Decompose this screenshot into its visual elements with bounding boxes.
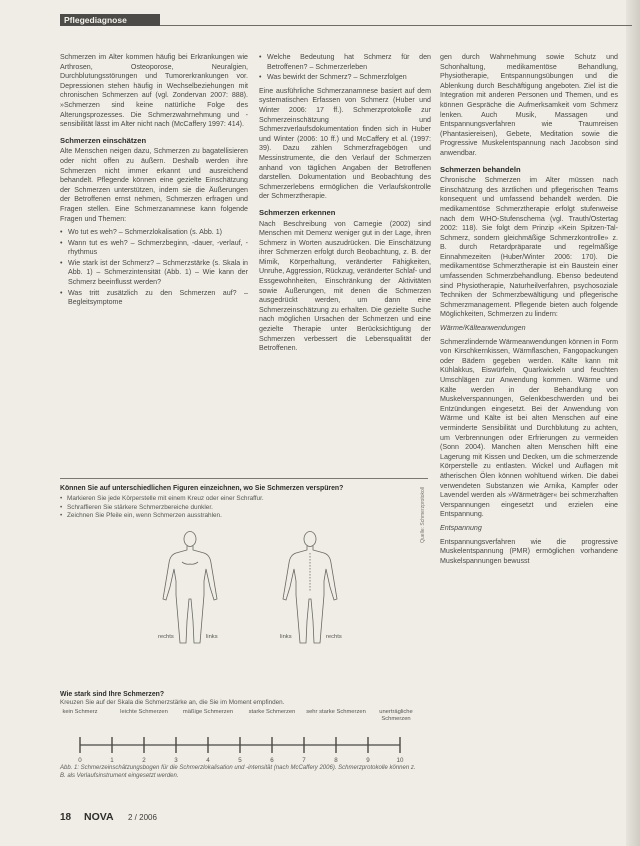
scale-number: 7: [302, 757, 306, 764]
paragraph: gen durch Wahrnehmung sowie Schutz und Schonhaltung, medikamentöse Behandlung, Physiotherapie, Entspannungsübungen und die Ablenkung durch Beschäftigung angeboten. Ziel ist die Integration mit anderen Personen und Themen, und es können Gespräche die Aufmerksamkeit vom Schmerz lenken. Auch Musik, Massagen und Entspannungsverfahren wie Traumreisen (Phantasiereisen), Gebete, Meditation sowie die Progressive Muskelentspannung nach Jacobson sind anwendbar.: [440, 53, 618, 157]
scale-label: unerträgliche Schmerzen: [379, 709, 413, 722]
intensity-instruction: Kreuzen Sie auf der Skala die Schmerzstärke an, die Sie im Moment empfinden.: [60, 699, 285, 706]
scale-label: sehr starke Schmerzen: [306, 709, 366, 715]
paragraph: Schmerzen im Alter kommen häufig bei Erkrankungen wie Arthrosen, Osteoporose, Neuralgien, Durchblutungsstörungen und Tumorerkrankungen vor. Depressionen stehen häufig in Wechselbeziehungen mit chronischen Schmerzen auf (vgl. Zondervan 2007: 888). »Schmerzen sind keine natürliche Folge des Alterungsprozesses. Die Schmerzwahrnehmung und -sensibilität lässt im Alter nicht nach (McCaffery 1997: 414).: [60, 53, 248, 129]
scale-label: starke Schmerzen: [248, 709, 296, 715]
scale-number: 2: [142, 757, 146, 764]
paragraph: Nach Beschreibung von Carnegie (2002) sind Menschen mit Demenz weniger gut in der Lage, ihren Schmerz in Worten auszudrücken. Die Einschätzung ihrer Schmerzen erfolgt durch Beobachtung, z. B. der Mimik, Körperhaltung, veränderter Fähigkeiten, Unruhe, Aggression, Rückzug, veränderter Schlaf- und Essgewohnheiten, Einschränkung der Aktivitäten sowie Äußerungen, mit denen die Schmerzen ausgedrückt werden, um dann eine Schmerzeinschätzung zu erhalten. Die gezielte Suche nach möglichen Ursachen der Schmerzen und eine gezielte Therapie unter Berücksichtigung der Schmerzen verbessert die Lebensqualität der Betroffenen.: [259, 219, 431, 353]
scale-number: 5: [238, 757, 242, 764]
issue-number: 2 / 2006: [128, 813, 157, 822]
instruction-item: • Zeichnen Sie Pfeile ein, wenn Schmerzen ausstrahlen.: [60, 512, 428, 521]
page-number: 18: [60, 812, 72, 823]
scale-number: 6: [270, 757, 274, 764]
scan-shadow: [626, 0, 640, 846]
paragraph: Entspannungsverfahren wie die progressive Muskelentspannung (PMR) ermöglichen vorhandene Muskelspannungen bewusst: [440, 537, 618, 565]
scale-number: 9: [366, 757, 370, 764]
body-figures: [120, 529, 380, 649]
paragraph: [440, 524, 618, 534]
section-header: Pflegediagnose: [60, 14, 160, 26]
instruction-item: • Schraffieren Sie stärkere Schmerzbereiche dunkler.: [60, 504, 428, 513]
scale-label: leichte Schmerzen: [120, 709, 168, 715]
list-item: • Welche Bedeutung hat Schmerz für den Betroffenen? – Schmerzerleben: [259, 53, 431, 72]
scale-number: 8: [334, 757, 338, 764]
scale-label: kein Schmerz: [62, 709, 98, 715]
pain-scale: [60, 731, 420, 757]
text-column-2: [259, 53, 431, 478]
figure-caption: Abb. 1: Schmerzeinschätzungsbogen für die Schmerzlokalisation und -intensität (nach McCaffery 2006). Schmerzprotokolle können z. B. als Verlaufsinstrument eingesetzt werden.: [60, 765, 416, 779]
list-item: • Wo tut es weh? – Schmerzlokalisation (s. Abb. 1): [60, 228, 248, 238]
header-rule: [160, 25, 632, 26]
list-item: • Was bewirkt der Schmerz? – Schmerzfolgen: [259, 73, 431, 83]
text-column-3: [440, 53, 618, 833]
scale-number: 10: [396, 757, 404, 764]
section-heading-behandeln: Schmerzen behandeln: [440, 164, 521, 174]
figure-label-left: links: [280, 634, 292, 640]
scale-label: mäßige Schmerzen: [182, 709, 234, 715]
subheading-entspannung: Entspannung: [440, 523, 482, 532]
subheading-waerme: Wärme/Kälteanwendungen: [440, 324, 526, 333]
box-instructions: [60, 495, 428, 521]
figure-label-right: rechts: [158, 634, 174, 640]
scale-number: 3: [174, 757, 178, 764]
scale-number: 4: [206, 757, 210, 764]
paragraph: Eine ausführliche Schmerzanamnese basiert auf dem systematischen Erfassen von Schmerz (Huber und Winter 2006: 17 ff.). Schmerzprotokolle zur Schmerzeinschätzung und Schmerzverlaufsdokumentation finden sich in Huber und Winter (2006: 10 ff.) und McCaffery et al. (1997: 39). Dazu zählen Schmerzfragebögen und Messinstrumente, die den Verlauf der Schmerzen anhand von täglichen Angaben der Betroffenen darstellen. Dokumentation und Beobachtung des Schmerzerlebens ermöglichen die Verlaufskontrolle der Schmerztherapie.: [259, 86, 431, 201]
paragraph: Schmerzlindernde Wärmeanwendungen können in Form von Kirschkernkissen, Wärmflaschen, Fangopackungen oder Bädern gegeben werden. Kälte kann mit Kühlakkus, Eiswürfeln, Quarkwickeln und feuchten Umschlägen zur Anwendung kommen. Wärme und Kälte werden in der Behandlung von Muskelverspannungen, Gelenkbeschwerden und bei Entzündungen eingesetzt. Bei der Anwendung von Wärme und Kälte ist bei alten Menschen auf eine verminderte Sensibilität und Durchblutung zu achten, um Verbrennungen oder Erfrierungen zu vermeiden (Sonn 2004). Manchen alten Menschen hilft eine Lagerung mit Kissen und Decken, um die schmerzende Körperstelle zu entlasten. Wickel und Auflagen mit ätherischen Ölen können wohltuend wirken. Die dabei verwendeten Substanzen wie Arnika, Kampfer oder Lavendel werden als »Wärmeträger« bei schmerzhaften Verspannungen eingesetzt und erzielen eine Entspannung.: [440, 337, 618, 519]
instruction-item: • Markieren Sie jede Körperstelle mit einem Kreuz oder einer Schraffur.: [60, 495, 428, 504]
side-caption: Quelle: Schmerzprotokoll: [420, 487, 426, 543]
scale-number: 1: [110, 757, 114, 764]
paragraph: Chronische Schmerzen im Alter müssen nach Einschätzung des ärztlichen und pflegerischen Teams konsequent und umfassend behandelt werden. Die medikamentöse Schmerztherapie erfolgt stufenweise nach dem WHO-Stufenschema (vgl. Trauth/Ostertag 2002: 118). Sie folgt dem Prinzip «Kein Spitzen-Tal-Schmerz, sondern gleichmäßige Schmerzkontrolle» z. B. durch Retardpräparate und regelmäßige Einnahmezeiten (Huber/Winter 2006: 170). Die medikamentöse Schmerztherapie ist ein Baustein einer umfassenden Schmerzbehandlung. Ebenso bedeutend sind Physiotherapie, Naturheilverfahren, psychosoziale Techniken der Schmerzbewältigung und pflegerische Schmerzmanagement. Pflegende bieten auch folgende Möglichkeiten, Schmerzen zu lindern:: [440, 176, 618, 319]
body-back-figure: [283, 532, 337, 644]
anamnesis-list: [60, 228, 248, 308]
figure-label-right: rechts: [326, 634, 342, 640]
figure-label-left: links: [206, 634, 218, 640]
list-item: • Wie stark ist der Schmerz? – Schmerzstärke (s. Skala in Abb. 1) – Schmerzintensität (Abb. 1) – Wie kann der Schmerz beeinflusst werden?: [60, 259, 248, 288]
pain-assessment-box: [60, 478, 428, 779]
magazine-brand: NOVA: [84, 811, 114, 823]
box-question-intensity: Wie stark sind Ihre Schmerzen?: [60, 691, 165, 698]
body-front-figure: [163, 532, 217, 644]
text-column-1: [60, 53, 248, 478]
section-heading-einschaetzen: Schmerzen einschätzen: [60, 135, 147, 145]
paragraph: Alte Menschen neigen dazu, Schmerzen zu bagatellisieren oder nicht offen zu äußern. Deshalb werden ihre Schmerzen nicht immer erkannt und ausreichend behandelt. Pflegende können eine gezielte Einschätzung der Schmerzen unterstützen, indem sie die Äußerungen der Betroffenen ernst nehmen, Schmerzen erfragen und Fragen stellen. Eine Schmerzanamnese kann folgende Fragen und Themen:: [60, 147, 248, 223]
body-outline-figures: [120, 529, 380, 649]
pain-intensity-question: [60, 689, 420, 707]
box-question-location: Können Sie auf unterschiedlichen Figuren einzeichnen, wo Sie Schmerzen verspüren?: [60, 485, 344, 492]
paragraph: [440, 324, 618, 334]
section-heading-erkennen: Schmerzen erkennen: [259, 207, 336, 217]
anamnesis-list-cont: [259, 53, 431, 83]
list-item: • Wann tut es weh? – Schmerzbeginn, -dauer, -verlauf, -rhythmus: [60, 239, 248, 258]
scale-number: 0: [78, 757, 82, 764]
list-item: • Was tritt zusätzlich zu den Schmerzen auf? – Begleitsymptome: [60, 289, 248, 308]
